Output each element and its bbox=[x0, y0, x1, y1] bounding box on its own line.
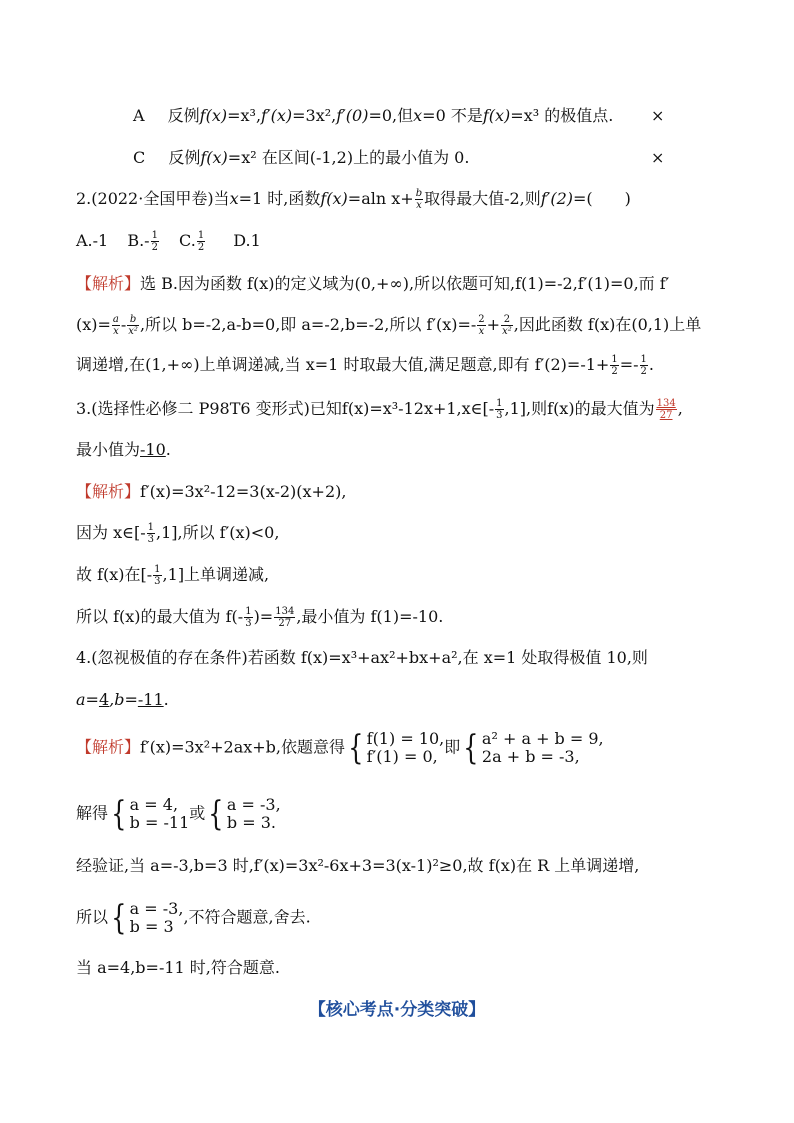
solution-2-line-3: 调递增,在(1,+∞)上单调递减,当 x=1 时取最大值,满足题意,即有 f′(2)=-1+ $\frac{1}{2}$ =- $\frac{1}{2}$ . bbox=[76, 354, 654, 377]
solution-4-line-3: 经验证,当 a=-3,b=3 时,f′(x)=3x²-6x+3=3(x-1)²≥0,故 f(x)在 R 上单调递增, bbox=[76, 856, 640, 875]
option-letter: C bbox=[133, 148, 146, 167]
solution-3-line-1: 【解析】f′(x)=3x²-12=3(x-2)(x+2), bbox=[76, 482, 347, 501]
choice-a[interactable]: A.-1 bbox=[76, 231, 109, 250]
question-3-stem: 3.(选择性必修二 P98T6 变形式)已知f(x)=x³-12x+1,x∈[- $\frac{1}{3}$ ,1],则f(x)的最大值为 $\frac{134}{27}$ , bbox=[76, 398, 683, 421]
fraction: $\frac{b}{x}$ bbox=[415, 188, 423, 211]
choice-b[interactable]: B.- $\frac{1}{2}$ bbox=[127, 230, 158, 253]
solution-4-line-4: 所以{ a = -3, b = 3 ,不符合题意,舍去. bbox=[76, 898, 311, 938]
solution-4-line-2: 解得{ a = 4, b = -11 或{ a = -3, b = 3. bbox=[76, 794, 281, 834]
question-3-line-2: 最小值为-10. bbox=[76, 440, 171, 459]
analysis-tag: 【解析】 bbox=[76, 482, 141, 501]
choice-c[interactable]: C. $\frac{1}{2}$ bbox=[179, 230, 205, 253]
question-2-choices bbox=[76, 230, 261, 253]
option-a-line: A 反例f(x)=x³,f′(x)=3x²,f′(0)=0,但x=0 不是f(x)=x³ 的极值点. bbox=[133, 106, 614, 125]
answer-max: $\frac{134}{27}$ bbox=[656, 398, 676, 421]
section-title: 【核心考点·分类突破】 bbox=[308, 1000, 486, 1020]
question-4-line-2: a=4,b=-11. bbox=[76, 690, 169, 709]
wrong-mark-icon: × bbox=[651, 106, 665, 125]
option-letter: A bbox=[133, 106, 145, 125]
solution-2-line-1: 【解析】选 B.因为函数 f(x)的定义域为(0,+∞),所以依题可知,f(1)=-2,f′(1)=0,而 f′ bbox=[76, 274, 670, 293]
answer-b: -11 bbox=[137, 690, 164, 709]
analysis-tag: 【解析】 bbox=[76, 274, 141, 293]
solution-2-line-2: (x)= $\frac{a}{x}$ - $\frac{b}{\text{x²}}$ ,所以 b=-2,a-b=0,即 a=-2,b=-2,所以 f′(x)=- $\frac{2}{x}$ + $\frac{2}{\text{x²}}$ ,因此函数 f(x)在(0,1)上单 bbox=[76, 314, 702, 337]
solution-4-line-5: 当 a=4,b=-11 时,符合题意. bbox=[76, 958, 280, 977]
analysis-tag: 【解析】 bbox=[76, 737, 141, 757]
choice-d[interactable]: D.1 bbox=[233, 231, 261, 250]
option-c-line: C 反例f(x)=x² 在区间(-1,2)上的最小值为 0. bbox=[133, 148, 470, 167]
answer-min: -10 bbox=[140, 440, 166, 459]
solution-4-line-1: 【解析】f′(x)=3x²+2ax+b,依题意得{ f(1) = 10, f′(1) = 0, 即{ a² + a + b = 9, 2a + b = -3, bbox=[76, 728, 604, 768]
question-2-stem: 2.(2022·全国甲卷)当x=1 时,函数f(x)=aln x+ $\frac{b}{x}$ 取得最大值-2,则f′(2)=( ) bbox=[76, 188, 631, 211]
solution-3-line-4: 所以 f(x)的最大值为 f(- $\frac{1}{3}$ )= $\frac{134}{27}$ ,最小值为 f(1)=-10. bbox=[76, 606, 444, 629]
answer-a: 4 bbox=[98, 690, 110, 709]
solution-3-line-2: 因为 x∈[- $\frac{1}{3}$ ,1],所以 f′(x)<0, bbox=[76, 522, 280, 545]
question-4-stem: 4.(忽视极值的存在条件)若函数 f(x)=x³+ax²+bx+a²,在 x=1 处取得极值 10,则 bbox=[76, 648, 648, 667]
solution-3-line-3: 故 f(x)在[- $\frac{1}{3}$ ,1]上单调递减, bbox=[76, 564, 270, 587]
wrong-mark-icon: × bbox=[651, 148, 665, 167]
